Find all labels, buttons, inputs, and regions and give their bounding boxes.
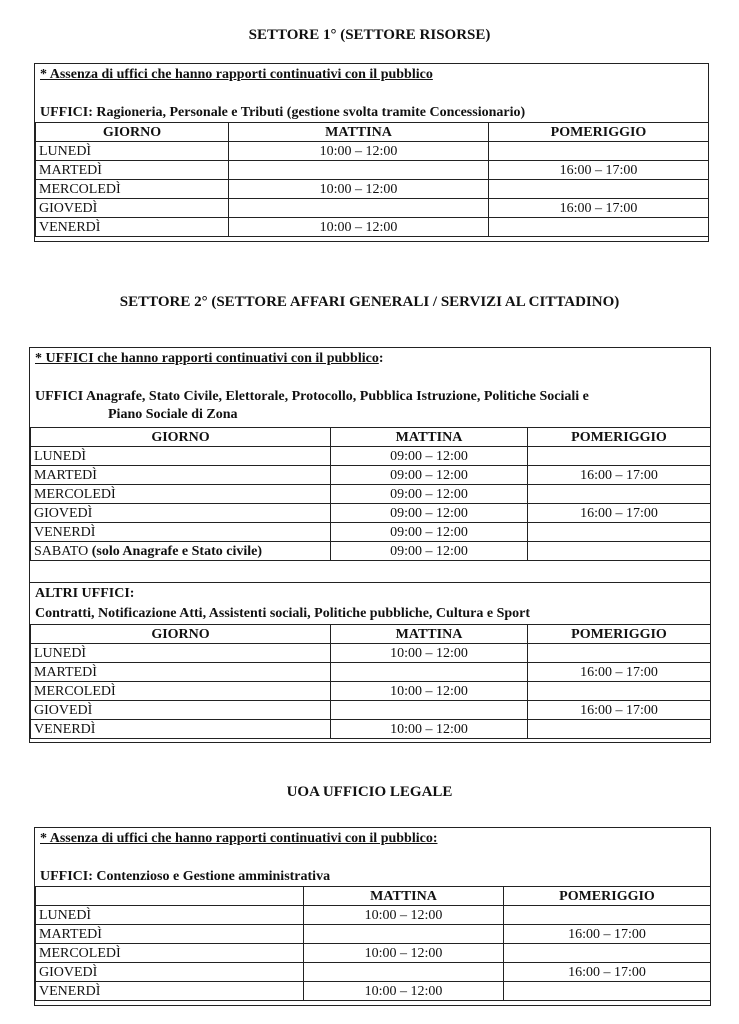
section3-uffici: UFFICI: Contenzioso e Gestione amministrativa [40, 869, 331, 884]
day-cell: VENERDÌ [36, 218, 229, 237]
day-cell: MERCOLEDÌ [31, 682, 331, 701]
afternoon-cell: 16:00 – 17:00 [528, 663, 711, 682]
section2-uffici [35, 388, 705, 424]
day-cell: LUNEDÌ [36, 906, 304, 925]
sabato-label: SABATO [34, 543, 92, 559]
header-pomeriggio: POMERIGGIO [528, 625, 711, 644]
header-pomeriggio: POMERIGGIO [489, 123, 709, 142]
header-mattina: MATTINA [229, 123, 489, 142]
table-row [36, 218, 709, 237]
day-cell: LUNEDÌ [36, 142, 229, 161]
morning-cell: 10:00 – 12:00 [304, 906, 504, 925]
table-row [31, 504, 711, 523]
table-row [31, 682, 711, 701]
altri-uffici-list: Contratti, Notificazione Atti, Assistenti sociali, Politiche pubbliche, Cultura e Sport [35, 606, 531, 621]
section2-table [30, 427, 711, 561]
morning-cell: 10:00 – 12:00 [304, 982, 504, 1001]
section3-title: UOA UFFICIO LEGALE [286, 784, 453, 800]
morning-cell: 09:00 – 12:00 [331, 466, 528, 485]
header-mattina: MATTINA [304, 887, 504, 906]
morning-cell: 10:00 – 12:00 [304, 944, 504, 963]
afternoon-cell: 16:00 – 17:00 [528, 504, 711, 523]
header-giorno: GIORNO [31, 428, 331, 447]
afternoon-cell: 16:00 – 17:00 [528, 701, 711, 720]
day-cell: MARTEDÌ [36, 925, 304, 944]
morning-cell: 09:00 – 12:00 [331, 485, 528, 504]
day-cell: VENERDÌ [36, 982, 304, 1001]
table-row [36, 142, 709, 161]
morning-cell: 10:00 – 12:00 [331, 720, 528, 739]
table-row [31, 523, 711, 542]
morning-cell [304, 963, 504, 982]
afternoon-cell: 16:00 – 17:00 [504, 925, 711, 944]
morning-cell: 09:00 – 12:00 [331, 447, 528, 466]
day-cell: MARTEDÌ [36, 161, 229, 180]
section3-note: * Assenza di uffici che hanno rapporti continuativi con il pubblico: [40, 831, 438, 846]
header-pomeriggio: POMERIGGIO [528, 428, 711, 447]
table-row [31, 485, 711, 504]
section1-title: SETTORE 1° (SETTORE RISORSE) [248, 27, 491, 43]
section2-note [35, 351, 384, 367]
afternoon-cell: 16:00 – 17:00 [489, 199, 709, 218]
afternoon-cell: 16:00 – 17:00 [528, 466, 711, 485]
header-giorno: GIORNO [36, 123, 229, 142]
section2-note-text: * UFFICI che hanno rapporti continuativi con il pubblico [35, 351, 379, 366]
afternoon-cell [528, 523, 711, 542]
table-row [31, 542, 711, 561]
day-cell: MARTEDÌ [31, 663, 331, 682]
sabato-note: (solo Anagrafe e Stato civile) [91, 543, 262, 559]
table-row [36, 180, 709, 199]
section2-uffici-line1: UFFICI Anagrafe, Stato Civile, Elettorale, Protocollo, Pubblica Istruzione, Politiche Sociali e [35, 389, 589, 404]
table-row [36, 906, 711, 925]
morning-cell [331, 663, 528, 682]
day-cell: GIOVEDÌ [31, 701, 331, 720]
morning-cell: 10:00 – 12:00 [229, 142, 489, 161]
morning-cell: 10:00 – 12:00 [229, 180, 489, 199]
section2-altri-table [30, 624, 711, 739]
afternoon-cell [528, 542, 711, 561]
day-cell: VENERDÌ [31, 523, 331, 542]
morning-cell [304, 925, 504, 944]
section2-title: SETTORE 2° (SETTORE AFFARI GENERALI / SERVIZI AL CITTADINO) [119, 294, 620, 310]
afternoon-cell [528, 720, 711, 739]
afternoon-cell [528, 644, 711, 663]
table-row [36, 944, 711, 963]
table-row [31, 720, 711, 739]
day-cell: MERCOLEDÌ [31, 485, 331, 504]
afternoon-cell [528, 485, 711, 504]
day-cell: GIOVEDÌ [36, 199, 229, 218]
afternoon-cell [504, 982, 711, 1001]
section2-box [29, 347, 711, 743]
afternoon-cell [528, 682, 711, 701]
day-cell: MERCOLEDÌ [36, 180, 229, 199]
header-mattina: MATTINA [331, 625, 528, 644]
afternoon-cell [489, 142, 709, 161]
day-cell: GIOVEDÌ [36, 963, 304, 982]
day-cell: GIOVEDÌ [31, 504, 331, 523]
afternoon-cell [504, 906, 711, 925]
morning-cell [229, 199, 489, 218]
table-row [36, 161, 709, 180]
section1-note: * Assenza di uffici che hanno rapporti continuativi con il pubblico [40, 67, 433, 82]
morning-cell: 10:00 – 12:00 [229, 218, 489, 237]
morning-cell: 09:00 – 12:00 [331, 542, 528, 561]
afternoon-cell: 16:00 – 17:00 [504, 963, 711, 982]
section1-box [34, 63, 709, 242]
header-pomeriggio: POMERIGGIO [504, 887, 711, 906]
section1-uffici: UFFICI: Ragioneria, Personale e Tributi (gestione svolta tramite Concessionario) [40, 105, 526, 120]
day-cell [31, 542, 331, 561]
afternoon-cell [489, 218, 709, 237]
section3-table [35, 886, 711, 1001]
header-giorno [36, 887, 304, 906]
section2-uffici-line2: Piano Sociale di Zona [108, 407, 238, 422]
morning-cell: 09:00 – 12:00 [331, 523, 528, 542]
day-cell: MERCOLEDÌ [36, 944, 304, 963]
table-row [36, 925, 711, 944]
day-cell: MARTEDÌ [31, 466, 331, 485]
morning-cell [229, 161, 489, 180]
table-row [31, 644, 711, 663]
table-row [36, 982, 711, 1001]
morning-cell: 09:00 – 12:00 [331, 504, 528, 523]
section2-note-colon: : [378, 351, 384, 366]
morning-cell: 10:00 – 12:00 [331, 644, 528, 663]
section2-separator [30, 582, 710, 583]
header-mattina: MATTINA [331, 428, 528, 447]
header-giorno: GIORNO [31, 625, 331, 644]
afternoon-cell [528, 447, 711, 466]
table-row [31, 447, 711, 466]
table-row [31, 701, 711, 720]
day-cell: LUNEDÌ [31, 447, 331, 466]
afternoon-cell [504, 944, 711, 963]
afternoon-cell: 16:00 – 17:00 [489, 161, 709, 180]
section1-table [35, 122, 709, 237]
section3-box [34, 827, 711, 1006]
day-cell: VENERDÌ [31, 720, 331, 739]
day-cell: LUNEDÌ [31, 644, 331, 663]
table-row [31, 466, 711, 485]
afternoon-cell [489, 180, 709, 199]
morning-cell [331, 701, 528, 720]
morning-cell: 10:00 – 12:00 [331, 682, 528, 701]
altri-uffici-title: ALTRI UFFICI: [35, 586, 135, 601]
table-row [36, 199, 709, 218]
table-row [31, 663, 711, 682]
table-row [36, 963, 711, 982]
